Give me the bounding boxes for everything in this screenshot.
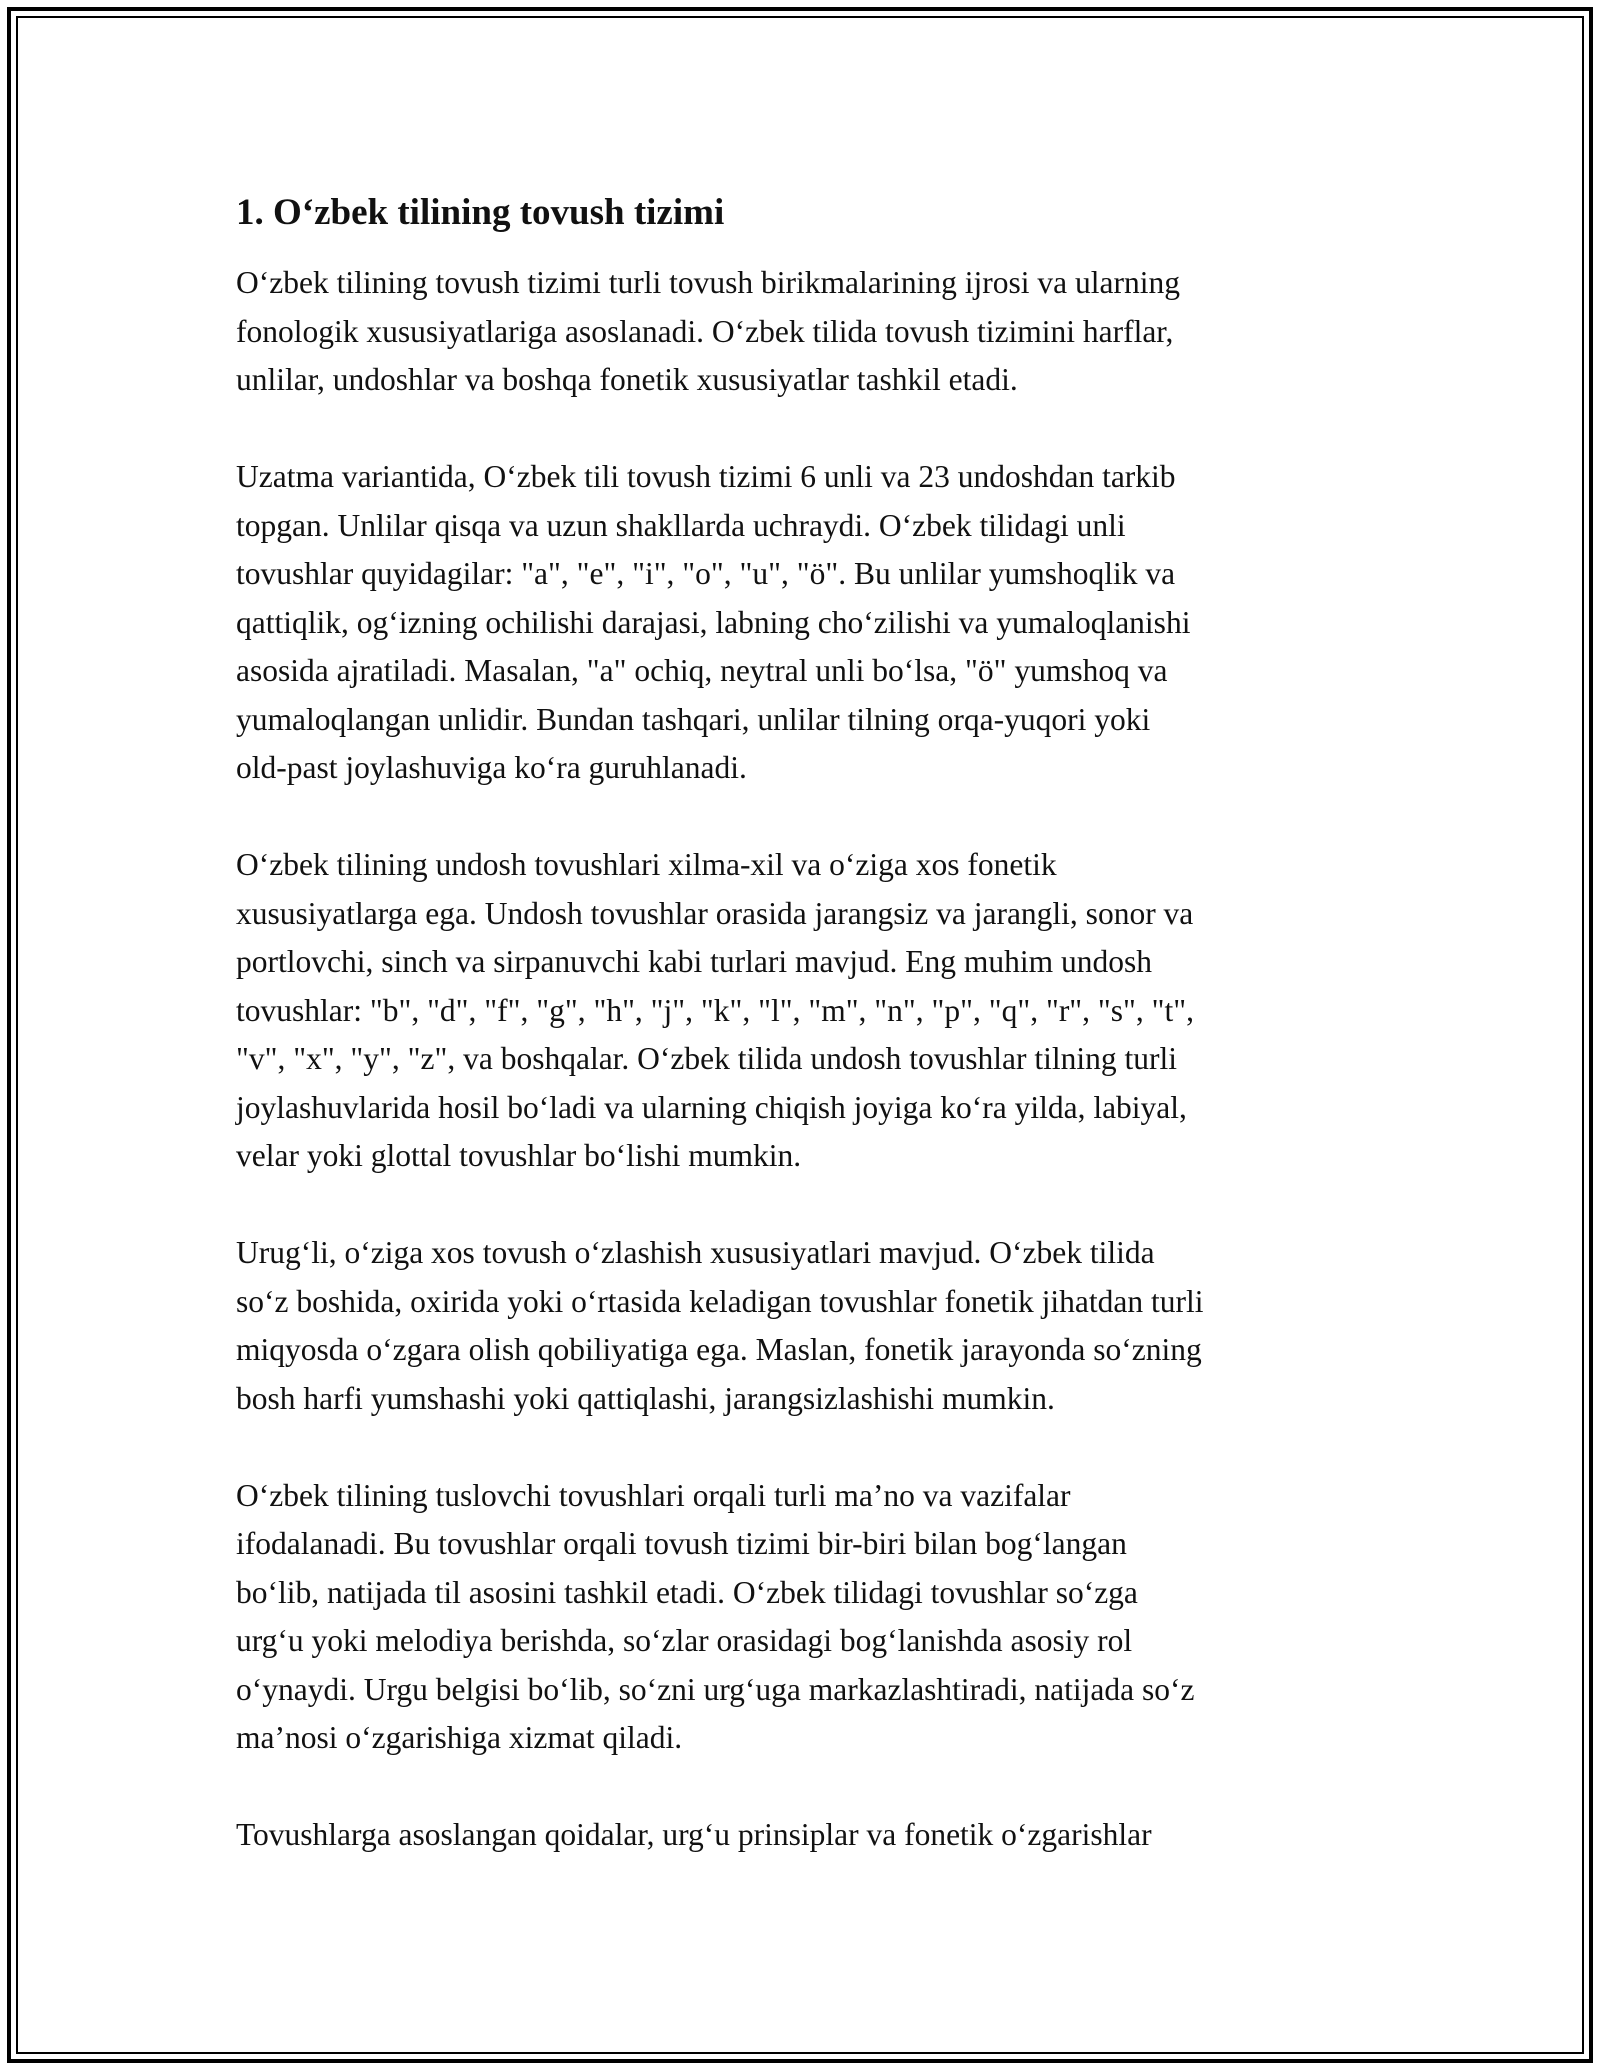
paragraph-vowels: [236, 453, 1376, 793]
text-line: Urug‘li, o‘ziga xos tovush o‘zlashish xususiyatlari mavjud. O‘zbek tilida: [236, 1235, 1155, 1270]
text-line: unlilar, undoshlar va boshqa fonetik xususiyatlar tashkil etadi.: [236, 362, 1018, 397]
text-line: O‘zbek tilining undosh tovushlari xilma-xil va o‘ziga xos fonetik: [236, 847, 1057, 882]
text-line: xususiyatlarga ega. Undosh tovushlar orasida jarangsiz va jarangli, sonor va: [236, 895, 1194, 931]
text-line: "v", "x", "y", "z", va boshqalar. O‘zbek tilida undosh tovushlar tilning turli: [236, 1041, 1177, 1076]
paragraph-stress: [236, 1472, 1376, 1763]
document-body: [236, 188, 1376, 1908]
text-line: so‘z boshida, oxirida yoki o‘rtasida keladigan tovushlar fonetik jihatdan turli: [236, 1283, 1204, 1319]
text-line: urg‘u yoki melodiya berishda, so‘zlar orasidagi bog‘lanishda asosiy rol: [236, 1623, 1133, 1658]
text-line: bosh harfi yumshashi yoki qattiqlashi, jarangsizlashishi mumkin.: [236, 1380, 1055, 1416]
text-line: asosida ajratiladi. Masalan, "a" ochiq, neytral unli bo‘lsa, "ö" yumshoq va: [236, 653, 1168, 688]
section-title: 1. O‘zbek tilining tovush tizimi: [236, 192, 725, 233]
text-line: qattiqlik, og‘izning ochilishi darajasi, labning cho‘zilishi va yumaloqlanishi: [236, 604, 1191, 640]
text-line: o‘ynaydi. Urgu belgisi bo‘lib, so‘zni urg‘uga markazlashtiradi, natijada so‘z: [236, 1671, 1195, 1707]
text-line: topgan. Unlilar qisqa va uzun shakllarda uchraydi. O‘zbek tilidagi unli: [236, 507, 1126, 543]
text-line: ma’nosi o‘zgarishiga xizmat qiladi.: [236, 1720, 683, 1755]
text-line: portlovchi, sinch va sirpanuvchi kabi turlari mavjud. Eng muhim undosh: [236, 944, 1152, 979]
paragraph-rules: [236, 1811, 1376, 1860]
text-line: yumaloqlangan unlidir. Bundan tashqari, unlilar tilning orqa-yuqori yoki: [236, 701, 1151, 737]
text-line: tovushlar quyidagilar: "a", "e", "i", "o", "u", "ö". Bu unlilar yumshoqlik va: [236, 556, 1176, 591]
text-line: Tovushlarga asoslangan qoidalar, urg‘u prinsiplar va fonetik o‘zgarishlar: [236, 1817, 1152, 1852]
text-line: Uzatma variantida, O‘zbek tili tovush tizimi 6 unli va 23 undoshdan tarkib: [236, 459, 1176, 494]
paragraph-consonants: [236, 841, 1376, 1181]
paragraph-assimilation: [236, 1229, 1376, 1423]
text-line: joylashuvlarida hosil bo‘ladi va ularning chiqish joyiga ko‘ra yilda, labiyal,: [236, 1089, 1187, 1125]
text-line: O‘zbek tilining tuslovchi tovushlari orqali turli ma’no va vazifalar: [236, 1477, 1071, 1513]
text-line: miqyosda o‘zgara olish qobiliyatiga ega. Maslan, fonetik jarayonda so‘zning: [236, 1332, 1202, 1367]
text-line: O‘zbek tilining tovush tizimi turli tovush birikmalarining ijrosi va ularning: [236, 265, 1181, 300]
text-line: fonologik xususiyatlariga asoslanadi. O‘zbek tilida tovush tizimini harflar,: [236, 313, 1174, 349]
text-line: bo‘lib, natijada til asosini tashkil etadi. O‘zbek tilidagi tovushlar so‘zga: [236, 1574, 1138, 1610]
text-line: velar yoki glottal tovushlar bo‘lishi mumkin.: [236, 1138, 802, 1173]
paragraph-intro: [236, 259, 1376, 405]
text-line: tovushlar: "b", "d", "f", "g", "h", "j", "k", "l", "m", "n", "p", "q", "r", "s", "t",: [236, 992, 1194, 1028]
text-line: old-past joylashuviga ko‘ra guruhlanadi.: [236, 750, 747, 785]
text-line: ifodalanadi. Bu tovushlar orqali tovush tizimi bir-biri bilan bog‘langan: [236, 1526, 1127, 1561]
